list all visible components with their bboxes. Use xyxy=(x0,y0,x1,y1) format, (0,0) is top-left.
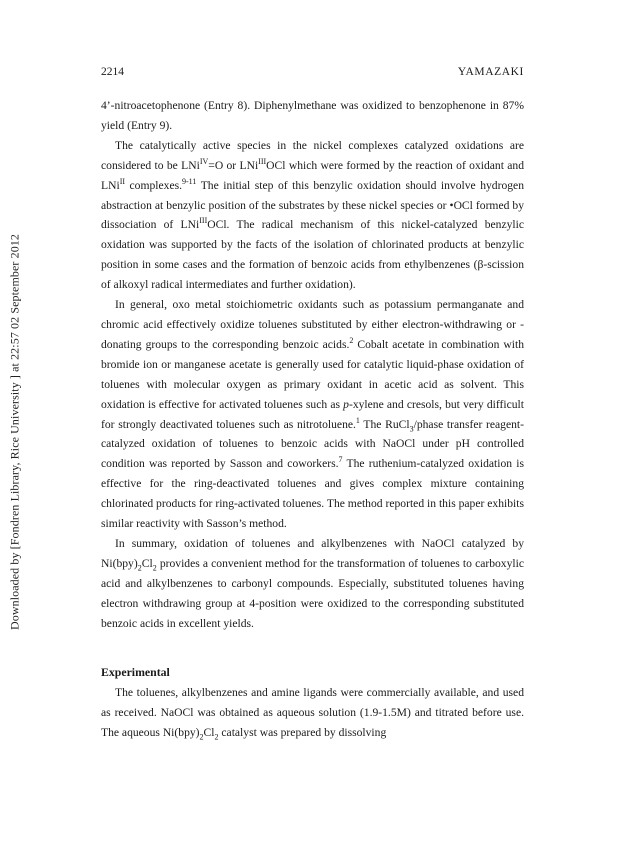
superscript: 1 xyxy=(355,415,360,425)
body-paragraphs xyxy=(101,96,524,633)
text-run: provides a convenient method for the transformation of toluenes to carboxylic acid and alkylbenzenes to carbonyl compounds. Especially, substituted toluenes having electron withdrawing group at 4-position were oxidized to the corresponding substituted benzoic acids in excellent yields. xyxy=(101,556,524,630)
text-run: In general, oxo metal stoichiometric oxidants such as potassium permanganate and chromic acid effectively oxidize toluenes substituted by either electron-withdrawing or -donating groups to the corresponding benzoic acids. xyxy=(101,298,524,351)
text-run: 4’-nitroacetophenone (Entry 8). Diphenylmethane was oxidized to benzophenone in 87% yield (Entry 9). xyxy=(101,99,524,132)
text-run: The ruthenium-catalyzed oxidation is effective for the ring-deactivated toluenes and gives complex mixture containing chlorinated products for ring-activated toluenes. The method reported in this paper exhibits similar reactivity with Sasson’s method. xyxy=(101,457,524,531)
superscript: 7 xyxy=(338,455,343,465)
subscript: 3 xyxy=(409,423,414,433)
paragraph xyxy=(101,295,524,534)
running-head-author: YAMAZAKI xyxy=(457,66,524,78)
superscript: IV xyxy=(199,156,209,166)
paragraph xyxy=(101,534,524,634)
superscript: 9-11 xyxy=(182,176,197,186)
text-run: catalyst was prepared by dissolving xyxy=(218,726,387,740)
subscript: 2 xyxy=(152,563,157,573)
paragraph xyxy=(101,136,524,295)
text-run: Cl xyxy=(141,556,153,570)
body-text xyxy=(101,96,524,743)
text-run: -xylene and cresols, but very difficult for strongly deactivated toluenes such as nitrotoluene. xyxy=(101,397,524,431)
text-run: =O or LNi xyxy=(208,158,259,172)
page-header xyxy=(101,66,524,82)
paragraph xyxy=(101,96,524,136)
text-run: OCl which were formed by the reaction of oxidant and LNi xyxy=(101,158,524,192)
text-run: The toluenes, alkylbenzenes and amine ligands were commercially available, and used as received. NaOCl was obtained as aqueous solution (1.9-1.5M) and titrated before use. The aqueous Ni(bpy) xyxy=(101,686,524,740)
text-run: complexes. xyxy=(125,178,183,192)
download-watermark: Downloaded by [Fondren Library, Rice University ] at 22:57 02 September 2012 xyxy=(7,233,22,631)
text-run: The RuCl xyxy=(359,417,410,431)
section-heading-experimental: Experimental xyxy=(101,665,170,680)
text-run: The catalytically active species in the nickel complexes catalyzed oxidations are considered to be LNi xyxy=(101,138,524,172)
text-run: The initial step of this benzylic oxidation should involve hydrogen abstraction at benzylic position of the substrates by these nickel species or •OCl formed by dissociation of LNi xyxy=(101,178,524,232)
subscript: 2 xyxy=(214,732,219,742)
text-run: OCl. The radical mechanism of this nickel-catalyzed benzylic oxidation was supported by the facts of the isolation of chlorinated products at benzylic position in some cases and the formation of benzoic acids from ethylbenzenes (β-scission of alkoxyl radical intermediates and further oxidation). xyxy=(101,218,524,292)
paragraph xyxy=(101,683,524,743)
text-run: /phase transfer reagent-catalyzed oxidation of toluenes to benzoic acids with NaOCl under pH controlled condition was reported by Sasson and coworkers. xyxy=(101,417,524,471)
text-run: Cobalt acetate in combination with bromide ion or manganese acetate is generally used for catalytic liquid-phase oxidation of toluenes with molecular oxygen as primary oxidant in acetic acid as solvent. This oxidation is effective for activated toluenes such as xyxy=(101,337,524,411)
experimental-paragraphs xyxy=(101,683,524,743)
superscript: II xyxy=(119,176,126,186)
italic-run: p xyxy=(343,397,349,411)
text-run: Cl xyxy=(203,726,215,740)
subscript: 2 xyxy=(137,563,142,573)
subscript: 2 xyxy=(199,732,204,742)
superscript: III xyxy=(199,216,208,226)
page-number: 2214 xyxy=(101,66,124,78)
text-run: In summary, oxidation of toluenes and alkylbenzenes with NaOCl catalyzed by Ni(bpy) xyxy=(101,536,524,570)
superscript: 2 xyxy=(349,336,354,346)
superscript: III xyxy=(258,156,267,166)
